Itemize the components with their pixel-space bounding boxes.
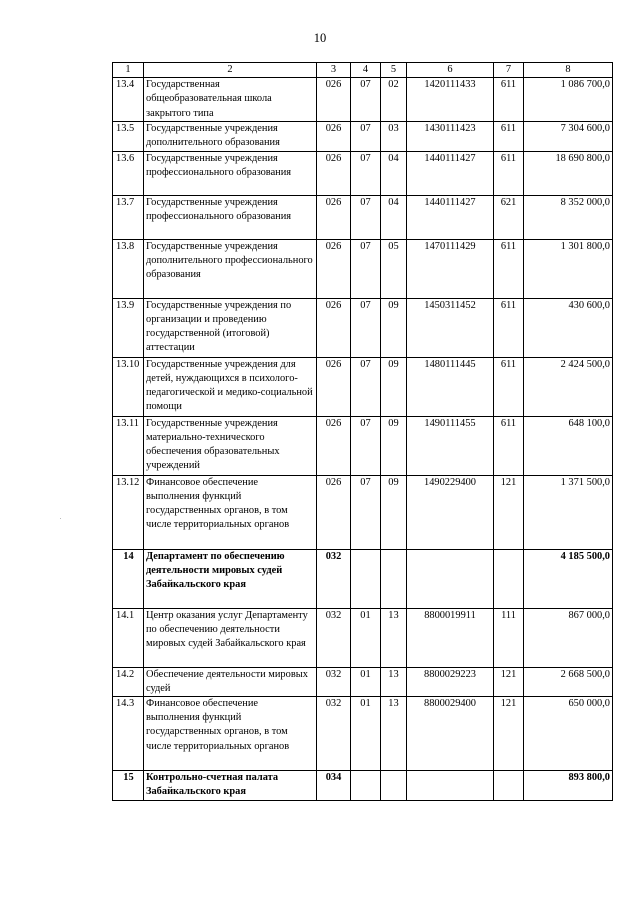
row-subsection: 13: [381, 667, 407, 696]
row-target-article: 1480111445: [407, 357, 494, 416]
row-subsection: 09: [381, 475, 407, 549]
row-expense-type: 111: [494, 608, 524, 667]
table-row: [113, 357, 613, 416]
row-number: 13.9: [113, 298, 144, 357]
row-target-article: 1430111423: [407, 122, 494, 151]
row-ministry-code: 032: [317, 667, 351, 696]
row-expense-type: 611: [494, 239, 524, 298]
row-subsection: 09: [381, 357, 407, 416]
row-name: Государственные учреждения дополнительного образования: [144, 122, 317, 151]
row-section: 01: [351, 608, 381, 667]
row-amount: 893 800,0: [524, 771, 613, 801]
row-amount: 2 424 500,0: [524, 357, 613, 416]
row-name: Государственные учреждения профессионального образования: [144, 151, 317, 195]
row-section: 07: [351, 122, 381, 151]
row-ministry-code: 032: [317, 608, 351, 667]
row-expense-type: [494, 549, 524, 608]
table-row: [113, 771, 613, 801]
table-row: [113, 239, 613, 298]
row-number: 13.8: [113, 239, 144, 298]
row-section: 07: [351, 78, 381, 122]
table-row: [113, 549, 613, 608]
row-name: Центр оказания услуг Департаменту по обеспечению деятельности мировых судей Забайкальского края: [144, 608, 317, 667]
row-number: 14.3: [113, 697, 144, 771]
row-ministry-code: 026: [317, 239, 351, 298]
row-subsection: 09: [381, 416, 407, 475]
row-number: 13.10: [113, 357, 144, 416]
row-target-article: 1420111433: [407, 78, 494, 122]
row-number: 13.4: [113, 78, 144, 122]
row-section: 07: [351, 357, 381, 416]
row-target-article: 1440111427: [407, 195, 494, 239]
table-row: [113, 298, 613, 357]
row-section: [351, 771, 381, 801]
table-row: [113, 78, 613, 122]
row-name: Департамент по обеспечению деятельности мировых судей Забайкальского края: [144, 549, 317, 608]
row-amount: 2 668 500,0: [524, 667, 613, 696]
row-name: Государственные учреждения материально-технического обеспечения образовательных учреждений: [144, 416, 317, 475]
row-number: 13.7: [113, 195, 144, 239]
row-ministry-code: 026: [317, 195, 351, 239]
row-amount: 650 000,0: [524, 697, 613, 771]
row-amount: 648 100,0: [524, 416, 613, 475]
row-subsection: [381, 549, 407, 608]
table-row: [113, 667, 613, 696]
row-target-article: 1490111455: [407, 416, 494, 475]
row-expense-type: 611: [494, 357, 524, 416]
row-expense-type: 621: [494, 195, 524, 239]
row-expense-type: 121: [494, 667, 524, 696]
row-number: 14.1: [113, 608, 144, 667]
row-expense-type: 611: [494, 416, 524, 475]
header-cell: 1: [113, 63, 144, 78]
table-row: [113, 475, 613, 549]
budget-table: [112, 62, 613, 801]
row-number: 14: [113, 549, 144, 608]
table-header-row: [113, 63, 613, 78]
row-name: Государственные учреждения для детей, нуждающихся в психолого-педагогической и медико-социальной помощи: [144, 357, 317, 416]
row-subsection: 13: [381, 697, 407, 771]
row-name: Финансовое обеспечение выполнения функций государственных органов, в том числе территориальных органов: [144, 697, 317, 771]
page-number: 10: [313, 31, 327, 45]
row-name: Государственные учреждения дополнительного профессионального образования: [144, 239, 317, 298]
row-expense-type: 611: [494, 298, 524, 357]
table-row: [113, 151, 613, 195]
row-name: Контрольно-счетная палата Забайкальского края: [144, 771, 317, 801]
row-expense-type: 121: [494, 475, 524, 549]
row-target-article: 1490229400: [407, 475, 494, 549]
row-section: 07: [351, 475, 381, 549]
row-subsection: 05: [381, 239, 407, 298]
row-amount: 1 301 800,0: [524, 239, 613, 298]
row-name: Государственные учреждения профессионального образования: [144, 195, 317, 239]
row-ministry-code: 032: [317, 697, 351, 771]
row-amount: 18 690 800,0: [524, 151, 613, 195]
row-subsection: 04: [381, 195, 407, 239]
row-section: 07: [351, 298, 381, 357]
row-name: Государственные учреждения по организации и проведению государственной (итоговой) аттестации: [144, 298, 317, 357]
row-ministry-code: 026: [317, 475, 351, 549]
row-number: 13.11: [113, 416, 144, 475]
row-target-article: 8800019911: [407, 608, 494, 667]
table-row: [113, 416, 613, 475]
table-row: [113, 697, 613, 771]
row-amount: 4 185 500,0: [524, 549, 613, 608]
header-cell: 8: [524, 63, 613, 78]
header-cell: 6: [407, 63, 494, 78]
row-ministry-code: 026: [317, 416, 351, 475]
row-ministry-code: 026: [317, 78, 351, 122]
row-expense-type: 611: [494, 151, 524, 195]
row-amount: 1 086 700,0: [524, 78, 613, 122]
header-cell: 2: [144, 63, 317, 78]
row-target-article: [407, 549, 494, 608]
row-ministry-code: 032: [317, 549, 351, 608]
row-expense-type: 611: [494, 122, 524, 151]
row-number: 15: [113, 771, 144, 801]
table-row: [113, 195, 613, 239]
row-number: 14.2: [113, 667, 144, 696]
table-row: [113, 122, 613, 151]
table-row: [113, 608, 613, 667]
row-target-article: 8800029223: [407, 667, 494, 696]
row-number: 13.12: [113, 475, 144, 549]
row-target-article: [407, 771, 494, 801]
row-name: Государственная общеобразовательная школа закрытого типа: [144, 78, 317, 122]
row-section: 07: [351, 151, 381, 195]
row-subsection: 04: [381, 151, 407, 195]
row-target-article: 1450311452: [407, 298, 494, 357]
row-ministry-code: 026: [317, 357, 351, 416]
row-section: 01: [351, 667, 381, 696]
row-section: 01: [351, 697, 381, 771]
row-expense-type: 121: [494, 697, 524, 771]
row-amount: 7 304 600,0: [524, 122, 613, 151]
row-expense-type: 611: [494, 78, 524, 122]
row-amount: 8 352 000,0: [524, 195, 613, 239]
row-subsection: 03: [381, 122, 407, 151]
row-target-article: 1440111427: [407, 151, 494, 195]
row-section: 07: [351, 416, 381, 475]
row-ministry-code: 026: [317, 298, 351, 357]
row-amount: 1 371 500,0: [524, 475, 613, 549]
row-subsection: [381, 771, 407, 801]
row-section: [351, 549, 381, 608]
header-cell: 3: [317, 63, 351, 78]
header-cell: 7: [494, 63, 524, 78]
row-ministry-code: 026: [317, 122, 351, 151]
table-body: [113, 63, 613, 801]
row-subsection: 13: [381, 608, 407, 667]
row-amount: 867 000,0: [524, 608, 613, 667]
header-cell: 5: [381, 63, 407, 78]
row-number: 13.5: [113, 122, 144, 151]
row-name: Финансовое обеспечение выполнения функций государственных органов, в том числе территориальных органов: [144, 475, 317, 549]
row-target-article: 8800029400: [407, 697, 494, 771]
row-ministry-code: 034: [317, 771, 351, 801]
row-section: 07: [351, 195, 381, 239]
row-target-article: 1470111429: [407, 239, 494, 298]
row-section: 07: [351, 239, 381, 298]
row-name: Обеспечение деятельности мировых судей: [144, 667, 317, 696]
row-amount: 430 600,0: [524, 298, 613, 357]
row-subsection: 02: [381, 78, 407, 122]
scan-speck: [60, 518, 61, 519]
row-expense-type: [494, 771, 524, 801]
row-subsection: 09: [381, 298, 407, 357]
header-cell: 4: [351, 63, 381, 78]
row-ministry-code: 026: [317, 151, 351, 195]
row-number: 13.6: [113, 151, 144, 195]
